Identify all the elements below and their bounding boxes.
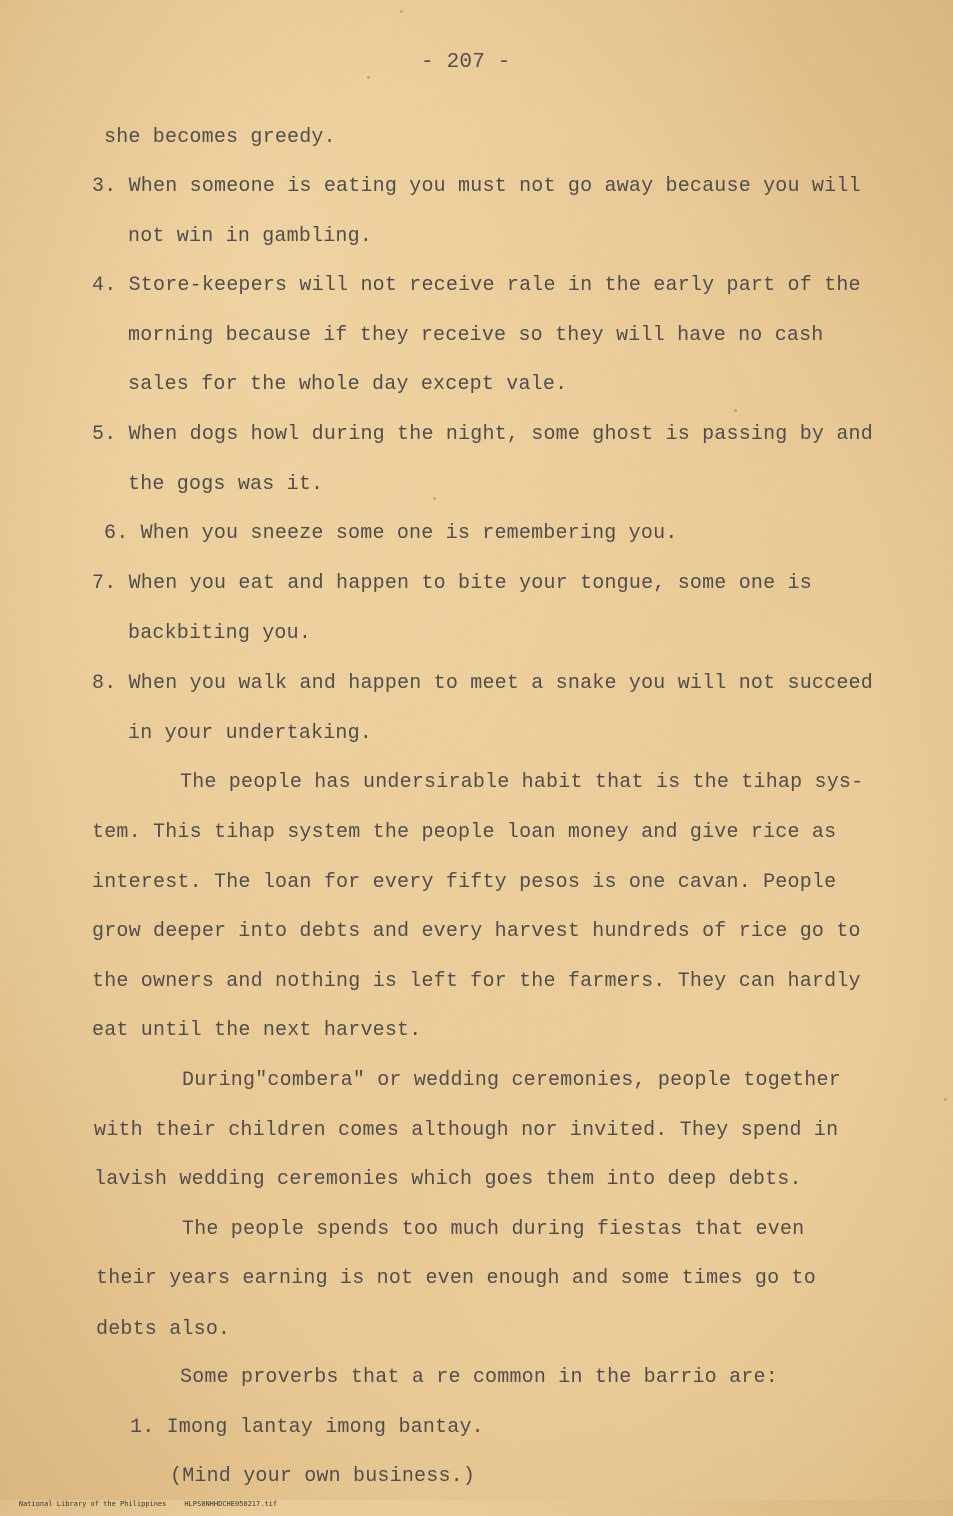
paper-speck — [734, 409, 737, 412]
text-line-28: (Mind your own business.) — [170, 1465, 476, 1488]
text-line-17: grow deeper into debts and every harvest hundreds of rice go to — [92, 920, 861, 943]
paper-speck — [944, 1098, 947, 1101]
text-line-27: 1. Imong lantay imong bantay. — [130, 1416, 484, 1439]
text-line-7: 5. When dogs howl during the night, some ghost is passing by and — [92, 423, 873, 446]
text-line-8: the gogs was it. — [128, 473, 324, 496]
paper-speck — [433, 497, 436, 500]
text-line-23: The people spends too much during fiestas that even — [182, 1218, 805, 1241]
text-line-14: The people has undersirable habit that is the tihap sys- — [180, 771, 864, 794]
text-line-13: in your undertaking. — [128, 722, 373, 745]
text-line-4: 4. Store-keepers will not receive rale in the early part of the — [92, 274, 861, 297]
text-line-19: eat until the next harvest. — [92, 1019, 422, 1042]
footer-library: National Library of the Philippines — [18, 1500, 167, 1508]
text-line-25: debts also. — [96, 1318, 231, 1341]
text-line-3: not win in gambling. — [128, 225, 373, 248]
text-line-21: with their children comes although nor invited. They spend in — [94, 1119, 839, 1142]
text-line-18: the owners and nothing is left for the farmers. They can hardly — [92, 970, 861, 993]
page-number: - 207 - — [421, 51, 511, 74]
text-line-6: sales for the whole day except vale. — [128, 373, 568, 396]
paper-speck — [400, 10, 403, 13]
text-line-11: backbiting you. — [128, 622, 312, 645]
text-line-22: lavish wedding ceremonies which goes them into deep debts. — [94, 1168, 802, 1191]
scan-footer — [2, 1492, 295, 1516]
text-line-5: morning because if they receive so they will have no cash — [128, 324, 824, 347]
text-line-10: 7. When you eat and happen to bite your tongue, some one is — [92, 572, 812, 595]
text-line-9: 6. When you sneeze some one is remembering you. — [104, 522, 678, 545]
text-line-12: 8. When you walk and happen to meet a snake you will not succeed — [92, 672, 873, 695]
text-line-20: During"combera" or wedding ceremonies, people together — [182, 1069, 841, 1092]
footer-file-id: HLPS0NHHDCHE050217.tif — [184, 1500, 278, 1508]
text-line-1: she becomes greedy. — [104, 126, 336, 149]
text-line-15: tem. This tihap system the people loan money and give rice as — [92, 821, 837, 844]
text-line-24: their years earning is not even enough and some times go to — [96, 1267, 816, 1290]
paper-speck — [367, 76, 370, 79]
text-line-2: 3. When someone is eating you must not go away because you will — [92, 175, 861, 198]
text-line-16: interest. The loan for every fifty pesos is one cavan. People — [92, 871, 837, 894]
text-line-26: Some proverbs that a re common in the barrio are: — [180, 1366, 778, 1389]
